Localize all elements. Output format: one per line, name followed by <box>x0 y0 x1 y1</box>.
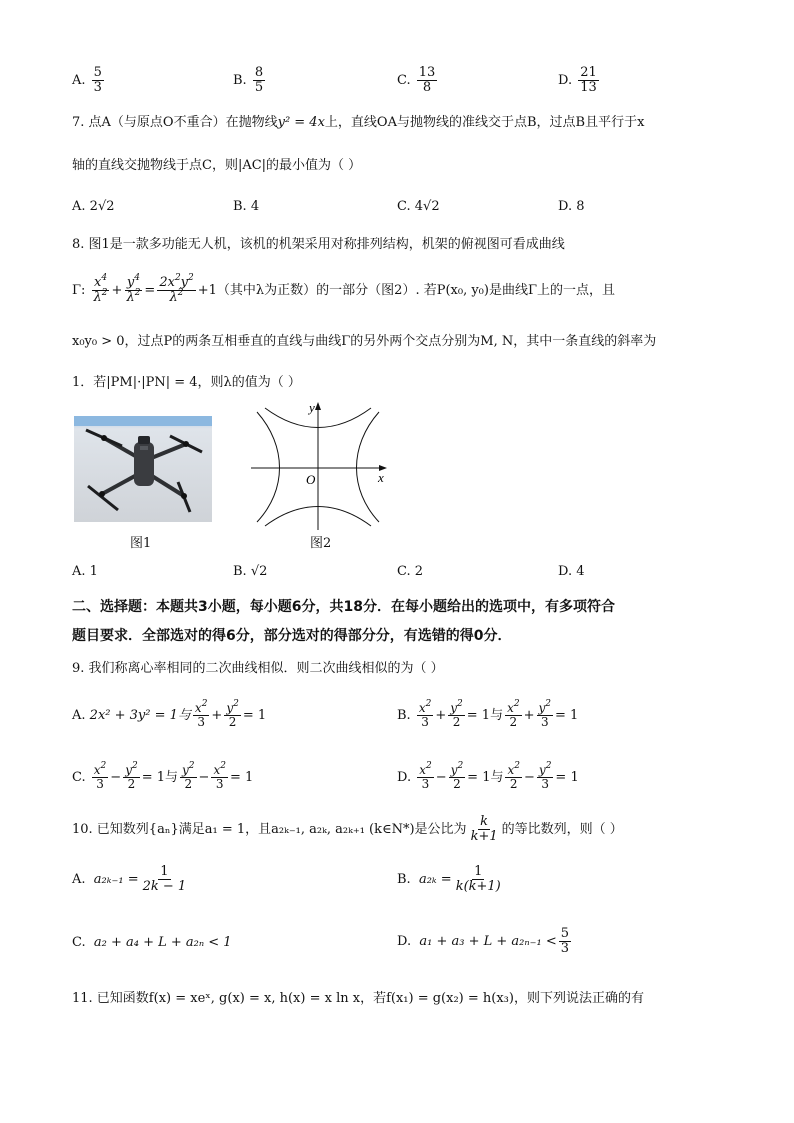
q7-option-c[interactable]: C. 4√2 <box>397 199 440 214</box>
q8-stem-line3: x₀y₀ > 0，过点P的两条互相垂直的直线与曲线Γ的另外两个交点分别为M, N，其中一条直线的斜率为 <box>72 334 657 349</box>
q9-stem: 9. 我们称离心率相同的二次曲线相似．则二次曲线相似的为（ ） <box>72 661 444 676</box>
curve-figure <box>245 398 395 534</box>
q10-option-d[interactable]: D. a₁ + a₃ + L + a₂ₙ₋₁ < $\frac{5}{3}$ <box>397 926 569 956</box>
q6-option-d[interactable]: D. $\frac{21}{13}$ <box>558 65 597 95</box>
q10-ratio: $\frac{k}{k+1}$ <box>470 814 498 844</box>
q8-stem-line2: Γ: $\frac{x^4}{\lambda^2}$ + $\frac{y^4}{\lambda^2}$ = $\frac{2x^2y^2}{\lambda^2}$ +1（其中λ为正数）的一部分（图2）. 若P(x₀, y₀)是曲线Γ上的一点，且 <box>72 273 615 305</box>
q7-stem-line2: 轴的直线交抛物线于点C，则|AC|的最小值为（ ） <box>72 158 362 173</box>
q9-option-d[interactable]: D. $\frac{x^2}{3}$ − $\frac{y^2}{2}$ = 1与 $\frac{x^2}{2}$ − $\frac{y^2}{3}$ = 1 <box>397 761 579 791</box>
y-axis-label: y <box>309 400 315 415</box>
q8-term-2x2y2: $\frac{2x^2y^2}{\lambda^2}$ <box>159 273 194 305</box>
q6-c-fraction: $\frac{13}{8}$ <box>418 65 436 95</box>
section2-heading-line1: 二、选择题：本题共3小题，每小题6分，共18分．在每小题给出的选项中，有多项符合 <box>72 599 615 615</box>
q6-a-fraction: $\frac{5}{3}$ <box>93 65 102 95</box>
q8-stem-line4: 1．若|PM|·|PN| = 4，则λ的值为（ ） <box>72 375 301 390</box>
q11-stem: 11. 已知函数f(x) = xeˣ, g(x) = x, h(x) = x ln x，若f(x₁) = g(x₂) = h(x₃)，则下列说法正确的有 <box>72 991 644 1006</box>
figure1-caption: 图1 <box>130 536 152 551</box>
q6-d-fraction: $\frac{21}{13}$ <box>580 65 597 95</box>
q7-option-d[interactable]: D. 8 <box>558 199 585 214</box>
q8-stem-line1: 8. 图1是一款多功能无人机，该机的机架采用对称排列结构，机架的俯视图可看成曲线 <box>72 237 565 252</box>
q9-option-c[interactable]: C. $\frac{x^2}{3}$ − $\frac{y^2}{2}$ = 1与 $\frac{y^2}{2}$ − $\frac{x^2}{3}$ = 1 <box>72 761 254 791</box>
q6-option-c[interactable]: C. $\frac{13}{8}$ <box>397 65 436 95</box>
q7-stem-line1: 7. 点A（与原点O不重合）在抛物线y² = 4x上，直线OA与抛物线的准线交于点B，过点B且平行于x <box>72 115 645 130</box>
q8-option-d[interactable]: D. 4 <box>558 564 585 579</box>
q10-option-b[interactable]: B. a₂ₖ = $\frac{1}{k(k+1)}$ <box>397 864 501 894</box>
q6-option-b[interactable]: B. $\frac{8}{5}$ <box>233 65 264 95</box>
q10-stem: 10. 已知数列{aₙ}满足a₁ = 1，且a₂ₖ₋₁, a₂ₖ, a₂ₖ₊₁ (k∈N*)是公比为 $\frac{k}{k+1}$ 的等比数列，则（ ） <box>72 814 623 844</box>
q10-option-c[interactable]: C. a₂ + a₄ + L + a₂ₙ < 1 <box>72 935 232 950</box>
q6-option-a[interactable]: A. $\frac{5}{3}$ <box>72 65 102 95</box>
origin-label: O <box>306 472 316 487</box>
q8-option-c[interactable]: C. 2 <box>397 564 424 579</box>
q10-option-a[interactable]: A. a₂ₖ₋₁ = $\frac{1}{2k - 1}$ <box>72 864 187 894</box>
x-axis-label: x <box>378 470 384 485</box>
q6-b-fraction: $\frac{8}{5}$ <box>254 65 264 95</box>
q7-option-a[interactable]: A. 2√2 <box>72 199 115 214</box>
q7-option-b[interactable]: B. 4 <box>233 199 260 214</box>
q8-term-x4: $\frac{x^4}{\lambda^2}$ <box>93 273 108 305</box>
q8-option-a[interactable]: A. 1 <box>72 564 98 579</box>
drone-photo <box>74 416 212 522</box>
q8-option-b[interactable]: B. √2 <box>233 564 268 579</box>
figure2-caption: 图2 <box>310 536 332 551</box>
section2-heading-line2: 题目要求．全部选对的得6分，部分选对的得部分分，有选错的得0分． <box>72 628 512 644</box>
q9-option-b[interactable]: B. $\frac{x^2}{3}$ + $\frac{y^2}{2}$ = 1与 $\frac{x^2}{2}$ + $\frac{y^2}{3}$ = 1 <box>397 699 579 729</box>
q8-term-y4: $\frac{y^4}{\lambda^2}$ <box>126 273 141 305</box>
q9-option-a[interactable]: A. 2x² + 3y² = 1与 $\frac{x^2}{3}$ + $\frac{y^2}{2}$ = 1 <box>72 699 267 729</box>
